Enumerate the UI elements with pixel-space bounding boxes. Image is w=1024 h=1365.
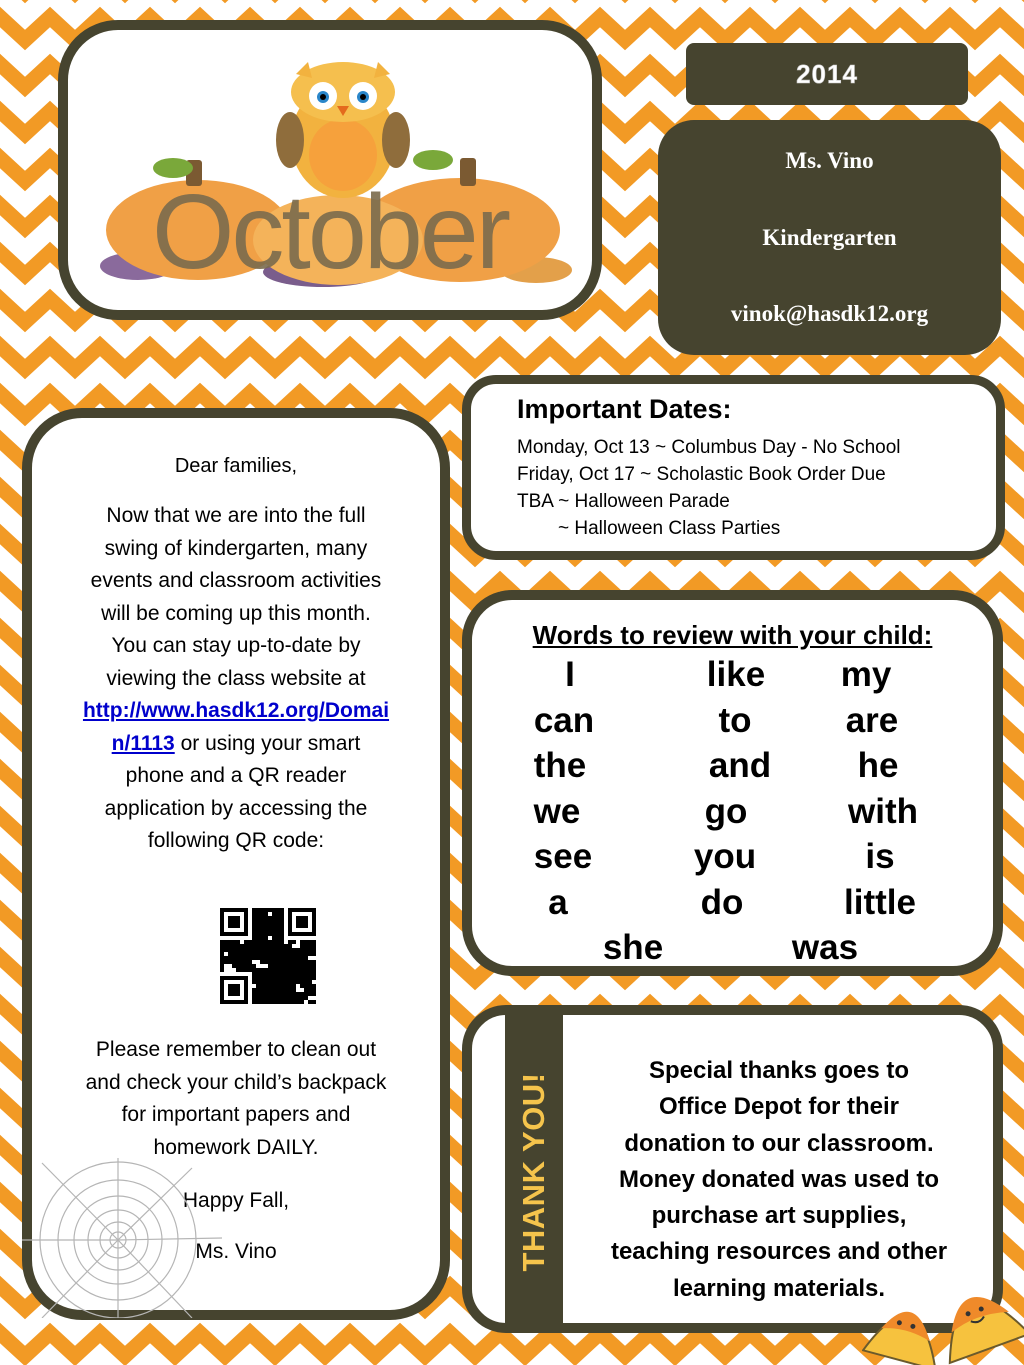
- sight-word: little: [844, 883, 916, 922]
- sight-words-title: Words to review with your child:: [532, 620, 933, 650]
- sight-word: like: [706, 655, 766, 694]
- sight-word: are: [845, 701, 899, 740]
- letter-greeting: Dear families,: [174, 455, 298, 477]
- date-item: Friday, Oct 17 ~ Scholastic Book Order Due: [517, 464, 886, 485]
- letter-box: [22, 408, 450, 1320]
- sight-word: and: [708, 746, 772, 785]
- letter-closing: Happy Fall,: [182, 1189, 290, 1212]
- sight-word: he: [857, 746, 899, 785]
- header-banner: [58, 20, 602, 320]
- sight-word: I: [565, 655, 575, 694]
- teacher-name: Ms. Vino: [785, 148, 874, 173]
- letter-signature: Ms. Vino: [195, 1240, 277, 1263]
- sight-word: she: [602, 928, 664, 967]
- month-title: October: [151, 173, 509, 291]
- letter-paragraph: Now that we are into the full swing of kindergarten, many events and classroom activities will be coming up this month. You can stay up-to-date by viewing the class website at http://www.hasdk12.org/Domai n/1113 or using your smart phone and a QR reader application by accessing the following QR code:: [82, 504, 390, 852]
- class-website-link[interactable]: http://www.hasdk12.org/Domai: [82, 699, 390, 722]
- candy-corn-icon: [862, 1252, 1024, 1365]
- class-website-link[interactable]: n/1113: [111, 731, 175, 755]
- teacher-info-box: [658, 120, 1001, 355]
- teacher-grade: Kindergarten: [762, 225, 897, 250]
- sight-word: see: [533, 837, 593, 876]
- important-dates-box: [462, 375, 1005, 560]
- sight-word: you: [693, 837, 757, 876]
- thank-you-label: THANK YOU!: [516, 1072, 551, 1272]
- sight-words-box: [462, 590, 1003, 976]
- sight-word: was: [791, 928, 859, 967]
- sight-word: the: [533, 746, 587, 785]
- year-badge: [686, 43, 968, 105]
- spiderweb-icon: [22, 1158, 222, 1318]
- sight-word: is: [865, 837, 895, 876]
- date-item: ~ Halloween Class Parties: [558, 518, 781, 539]
- sight-word: to: [718, 701, 752, 740]
- sight-word: a: [548, 883, 568, 922]
- sight-word: we: [533, 792, 581, 831]
- date-item: TBA ~ Halloween Parade: [517, 491, 730, 512]
- date-item: Monday, Oct 13 ~ Columbus Day - No School: [517, 437, 901, 458]
- year-label: 2014: [796, 58, 858, 89]
- sight-word: go: [704, 792, 748, 831]
- qr-code: [220, 908, 316, 1004]
- sight-word: with: [848, 792, 918, 831]
- important-dates-title: Important Dates:: [517, 394, 732, 424]
- thank-you-message: Special thanks goes to Office Depot for their donation to our classroom. Money donated was used to purchase art supplies, teaching resources and other learning materials.: [610, 1057, 948, 1302]
- owl-pumpkin-illustration: [68, 30, 592, 310]
- sight-word: my: [840, 655, 892, 694]
- letter-paragraph-reminder: Please remember to clean out and check your child’s backpack for important papers and homework DAILY.: [85, 1038, 387, 1159]
- sight-word: can: [533, 701, 595, 740]
- teacher-email[interactable]: vinok@hasdk12.org: [730, 301, 929, 326]
- sight-word: do: [700, 883, 744, 922]
